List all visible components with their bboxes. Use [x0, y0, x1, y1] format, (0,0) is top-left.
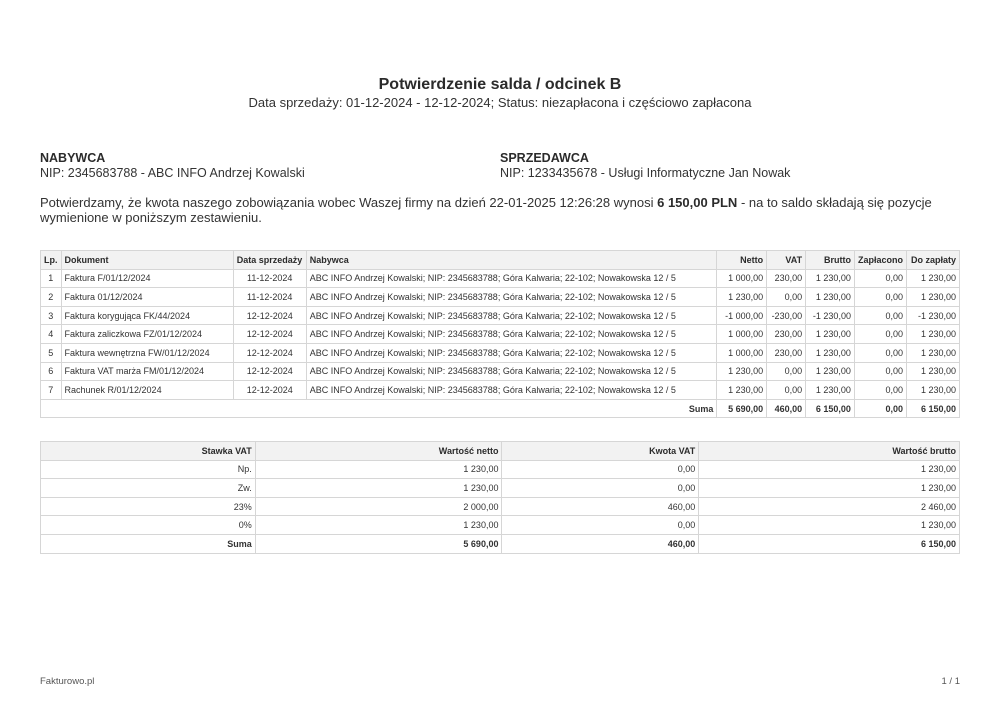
cell-gross: 1 230,00: [806, 343, 855, 362]
cell-net: 1 000,00: [717, 269, 767, 288]
cell-lp: 3: [41, 306, 62, 325]
vat-sum-row: [41, 534, 960, 553]
col-header-paid: Zapłacono: [854, 251, 906, 270]
cell-date: 11-12-2024: [233, 269, 306, 288]
vat-cell-vat: 460,00: [502, 497, 699, 516]
cell-vat: 0,00: [767, 288, 806, 307]
cell-date: 11-12-2024: [233, 288, 306, 307]
cell-vat: 230,00: [767, 343, 806, 362]
vat-cell-vat: 0,00: [502, 516, 699, 535]
cell-lp: 4: [41, 325, 62, 344]
cell-vat: 230,00: [767, 325, 806, 344]
page-subtitle: Data sprzedaży: 01-12-2024 - 12-12-2024; Status: niezapłacona i częściowo zapłacona: [248, 95, 752, 110]
confirmation-text: [40, 195, 960, 225]
vat-header-row: [41, 442, 960, 461]
cell-due: -1 230,00: [906, 306, 959, 325]
col-header-date: Data sprzedaży: [233, 251, 306, 270]
cell-lp: 6: [41, 362, 62, 381]
sum-due: 6 150,00: [906, 399, 959, 418]
seller-block: [500, 151, 790, 181]
table-header-row: [41, 251, 960, 270]
cell-gross: 1 230,00: [806, 288, 855, 307]
vat-cell-vat: 0,00: [502, 460, 699, 479]
vat-cell-vat: 0,00: [502, 479, 699, 498]
col-header-gross: Brutto: [806, 251, 855, 270]
vat-row: [41, 516, 960, 535]
cell-buyer: ABC INFO Andrzej Kowalski; NIP: 2345683788; Góra Kalwaria; 22-102; Nowakowska 12 / 5: [306, 362, 717, 381]
footer-page-number: 1 / 1: [941, 676, 960, 687]
cell-document: Faktura VAT marża FM/01/12/2024: [61, 362, 233, 381]
cell-due: 1 230,00: [906, 269, 959, 288]
cell-vat: -230,00: [767, 306, 806, 325]
sum-net: 5 690,00: [717, 399, 767, 418]
cell-lp: 2: [41, 288, 62, 307]
cell-vat: 230,00: [767, 269, 806, 288]
vat-cell-net: 2 000,00: [255, 497, 502, 516]
table-sum-row: [41, 399, 960, 418]
vat-cell-rate: Zw.: [41, 479, 256, 498]
cell-net: 1 230,00: [717, 288, 767, 307]
vat-sum-label: Suma: [41, 534, 256, 553]
col-header-lp: Lp.: [41, 251, 62, 270]
vat-row: [41, 460, 960, 479]
cell-lp: 7: [41, 381, 62, 400]
cell-date: 12-12-2024: [233, 306, 306, 325]
page-title: Potwierdzenie salda / odcinek B: [378, 76, 622, 93]
cell-vat: 0,00: [767, 362, 806, 381]
vat-cell-gross: 1 230,00: [699, 516, 960, 535]
vat-cell-gross: 1 230,00: [699, 460, 960, 479]
vat-sum-net: 5 690,00: [255, 534, 502, 553]
cell-date: 12-12-2024: [233, 343, 306, 362]
buyer-label: NABYWCA: [40, 151, 106, 165]
cell-paid: 0,00: [854, 325, 906, 344]
table-row: [41, 362, 960, 381]
cell-paid: 0,00: [854, 269, 906, 288]
sum-gross: 6 150,00: [806, 399, 855, 418]
cell-gross: -1 230,00: [806, 306, 855, 325]
vat-col-rate: Stawka VAT: [41, 442, 256, 461]
seller-value: NIP: 1233435678 - Usługi Informatyczne Jan Nowak: [500, 166, 791, 180]
sum-label: Suma: [41, 399, 717, 418]
vat-col-net: Wartość netto: [255, 442, 502, 461]
cell-buyer: ABC INFO Andrzej Kowalski; NIP: 2345683788; Góra Kalwaria; 22-102; Nowakowska 12 / 5: [306, 269, 717, 288]
cell-document: Faktura korygująca FK/44/2024: [61, 306, 233, 325]
cell-document: Faktura wewnętrzna FW/01/12/2024: [61, 343, 233, 362]
vat-cell-gross: 2 460,00: [699, 497, 960, 516]
col-header-vat: VAT: [767, 251, 806, 270]
cell-date: 12-12-2024: [233, 381, 306, 400]
table-row: [41, 306, 960, 325]
cell-due: 1 230,00: [906, 343, 959, 362]
footer-brand: Fakturowo.pl: [40, 676, 95, 687]
cell-paid: 0,00: [854, 306, 906, 325]
buyer-block: [40, 151, 305, 181]
buyer-value: NIP: 2345683788 - ABC INFO Andrzej Kowalski: [40, 166, 305, 180]
confirmation-before: Potwierdzamy, że kwota naszego zobowiązania wobec Waszej firmy na dzień 22-01-2025 12:26:28 wynosi: [40, 195, 658, 210]
cell-gross: 1 230,00: [806, 362, 855, 381]
cell-net: 1 230,00: [717, 381, 767, 400]
vat-cell-net: 1 230,00: [255, 479, 502, 498]
sum-vat: 460,00: [767, 399, 806, 418]
vat-cell-gross: 1 230,00: [699, 479, 960, 498]
vat-cell-rate: 0%: [41, 516, 256, 535]
cell-vat: 0,00: [767, 381, 806, 400]
col-header-net: Netto: [717, 251, 767, 270]
vat-row: [41, 497, 960, 516]
table-row: [41, 325, 960, 344]
cell-paid: 0,00: [854, 362, 906, 381]
col-header-document: Dokument: [61, 251, 233, 270]
confirmation-after: - na to saldo składają się pozycje wymienione w poniższym zestawieniu.: [40, 195, 932, 225]
col-header-buyer: Nabywca: [306, 251, 717, 270]
cell-gross: 1 230,00: [806, 269, 855, 288]
vat-sum-gross: 6 150,00: [699, 534, 960, 553]
cell-paid: 0,00: [854, 343, 906, 362]
cell-gross: 1 230,00: [806, 325, 855, 344]
cell-document: Faktura zaliczkowa FZ/01/12/2024: [61, 325, 233, 344]
documents-table: [40, 250, 960, 418]
cell-date: 12-12-2024: [233, 325, 306, 344]
seller-label: SPRZEDAWCA: [500, 151, 589, 165]
col-header-due: Do zapłaty: [906, 251, 959, 270]
cell-buyer: ABC INFO Andrzej Kowalski; NIP: 2345683788; Góra Kalwaria; 22-102; Nowakowska 12 / 5: [306, 325, 717, 344]
vat-cell-rate: Np.: [41, 460, 256, 479]
cell-lp: 1: [41, 269, 62, 288]
cell-net: -1 000,00: [717, 306, 767, 325]
cell-due: 1 230,00: [906, 288, 959, 307]
cell-net: 1 230,00: [717, 362, 767, 381]
table-row: [41, 381, 960, 400]
cell-net: 1 000,00: [717, 343, 767, 362]
cell-document: Faktura F/01/12/2024: [61, 269, 233, 288]
vat-row: [41, 479, 960, 498]
cell-gross: 1 230,00: [806, 381, 855, 400]
cell-buyer: ABC INFO Andrzej Kowalski; NIP: 2345683788; Góra Kalwaria; 22-102; Nowakowska 12 / 5: [306, 306, 717, 325]
vat-cell-net: 1 230,00: [255, 516, 502, 535]
cell-due: 1 230,00: [906, 381, 959, 400]
cell-buyer: ABC INFO Andrzej Kowalski; NIP: 2345683788; Góra Kalwaria; 22-102; Nowakowska 12 / 5: [306, 343, 717, 362]
confirmation-amount: 6 150,00 PLN: [657, 195, 738, 210]
cell-date: 12-12-2024: [233, 362, 306, 381]
cell-paid: 0,00: [854, 288, 906, 307]
cell-buyer: ABC INFO Andrzej Kowalski; NIP: 2345683788; Góra Kalwaria; 22-102; Nowakowska 12 / 5: [306, 381, 717, 400]
vat-col-gross: Wartość brutto: [699, 442, 960, 461]
cell-paid: 0,00: [854, 381, 906, 400]
vat-summary-table: [40, 441, 960, 554]
cell-net: 1 000,00: [717, 325, 767, 344]
vat-sum-vat: 460,00: [502, 534, 699, 553]
cell-due: 1 230,00: [906, 362, 959, 381]
table-row: [41, 343, 960, 362]
cell-document: Rachunek R/01/12/2024: [61, 381, 233, 400]
cell-due: 1 230,00: [906, 325, 959, 344]
vat-cell-rate: 23%: [41, 497, 256, 516]
cell-lp: 5: [41, 343, 62, 362]
sum-paid: 0,00: [854, 399, 906, 418]
cell-document: Faktura 01/12/2024: [61, 288, 233, 307]
vat-col-vat: Kwota VAT: [502, 442, 699, 461]
cell-buyer: ABC INFO Andrzej Kowalski; NIP: 2345683788; Góra Kalwaria; 22-102; Nowakowska 12 / 5: [306, 288, 717, 307]
table-row: [41, 269, 960, 288]
vat-cell-net: 1 230,00: [255, 460, 502, 479]
table-row: [41, 288, 960, 307]
